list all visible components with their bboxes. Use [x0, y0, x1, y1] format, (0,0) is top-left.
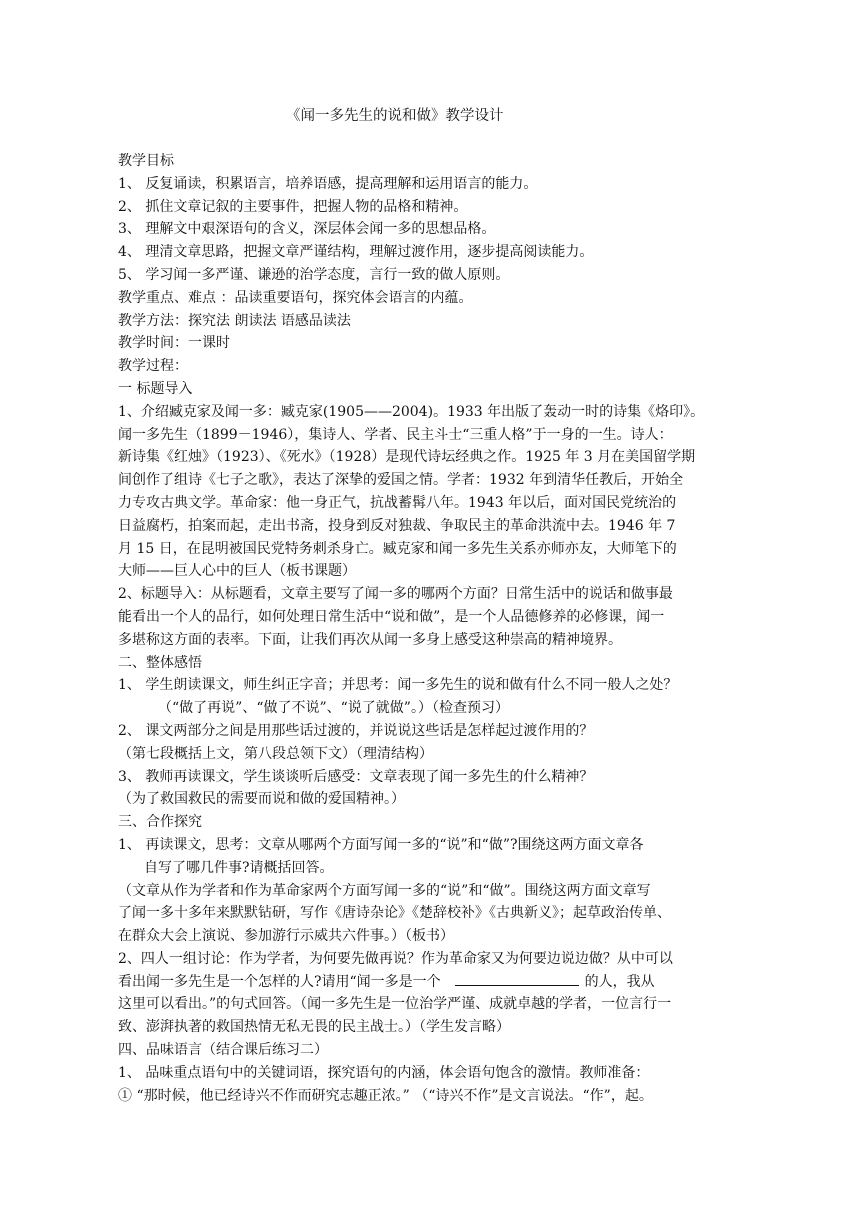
paragraph-line: 2、标题导入：从标题看，文章主要写了闻一多的哪两个方面？日常生活中的说话和做事最 — [118, 586, 673, 603]
section-heading: 教学过程： — [118, 358, 188, 375]
paragraph-line: 大师——巨人心中的巨人（板书课题） — [118, 563, 356, 580]
question-line: 1、 学生朗读课文，师生纠正字音；并思考：闻一多先生的说和做有什么不同一般人之处？ — [118, 677, 678, 694]
paragraph-line: 月 15 日，在昆明被国民党特务刺杀身亡。臧克家和闻一多先生关系亦师亦友，大师笔下的 — [118, 540, 677, 557]
answer-line: 在群众大会上演说、参加游行示威共六件事。）（板书） — [118, 928, 454, 945]
question-line: 1、 再读课文，思考：文章从哪两个方面写闻一多的“说”和“做”?围绕这两方面文章各 — [118, 836, 644, 853]
question-line: 自写了哪几件事?请概括回答。 — [144, 859, 334, 876]
answer-line: 了闻一多十多年来默默钻研，写作《唐诗杂论》《楚辞校补》《古典新义》；起草政治传单、 — [118, 905, 671, 922]
time-line: 教学时间：一课时 — [118, 335, 230, 352]
paragraph-line — [118, 971, 734, 994]
paragraph-line: 1、介绍臧克家及闻一多：臧克家(1905——2004)。1933 年出版了轰动一时的诗集《烙印》。 — [118, 403, 705, 420]
paragraph-line: 日益腐朽，拍案而起，走出书斋，投身到反对独裁、争取民主的革命洪流中去。1946 年 7 — [118, 517, 676, 534]
paragraph-line: 力专攻古典文学。革命家：他一身正气，抗战蓄髯八年。1943 年以后，面对国民党统治的 — [118, 494, 677, 511]
document-title: 《闻一多先生的说和做》教学设计 — [286, 108, 504, 124]
objective-line: 3、 理解文中艰深语句的含义，深层体会闻一多的思想品格。 — [118, 221, 496, 238]
sentence-fragment: 看出闻一多先生是一个怎样的人?请用“闻一多是一个 — [118, 973, 441, 990]
methods-line: 教学方法：探究法 朗读法 语感品读法 — [118, 312, 351, 329]
answer-line: （第七段概括上文，第八段总领下文）（理清结构） — [118, 745, 433, 762]
paragraph-line: 新诗集《红烛》（1923）、《死水》（1928）是现代诗坛经典之作。1925 年 3 月在美国留学期 — [118, 449, 696, 466]
paragraph-line: ① “那时候，他已经诗兴不作而研究志趣正浓。” （“诗兴不作”是文言说法。“作”，起。 — [118, 1087, 653, 1104]
fill-in-blank — [455, 971, 579, 986]
question-line: 3、 教师再读课文，学生谈谈听后感受：文章表现了闻一多先生的什么精神？ — [118, 768, 594, 785]
question-line: 2、 课文两部分之间是用那些话过渡的，并说说这些话是怎样起过渡作用的？ — [118, 722, 594, 739]
paragraph-line: 2、四人一组讨论：作为学者，为何要先做再说？作为革命家又为何要边说边做？从中可以 — [118, 950, 673, 967]
answer-line: （文章从作为学者和作为革命家两个方面写闻一多的“说”和“做”。围绕这两方面文章写 — [118, 882, 651, 899]
paragraph-line: 闻一多先生（1899－1946），集诗人、学者、民主斗士“三重人格”于一身的一生。诗人： — [118, 426, 673, 443]
document-body — [118, 150, 734, 1107]
section-heading: 三、合作探究 — [118, 814, 202, 831]
section-heading: 四、品味语言（结合课后练习二） — [118, 1042, 328, 1059]
key-points-line: 教学重点、难点 ：品读重要语句，探究体会语言的内蕴。 — [118, 289, 473, 306]
objective-line: 5、 学习闻一多严谨、谦逊的治学态度，言行一致的做人原则。 — [118, 266, 510, 283]
section-heading: 二、整体感悟 — [118, 654, 202, 671]
section-heading: 教学目标 — [118, 153, 174, 169]
answer-line: （为了救国救民的需要而说和做的爱国精神。） — [118, 791, 405, 808]
paragraph-line: 多堪称这方面的表率。下面，让我们再次从闻一多身上感受这种崇高的精神境界。 — [118, 631, 622, 648]
paragraph-line: 这里可以看出。”的句式回答。（闻一多先生是一位治学严谨、成就卓越的学者，一位言行一 — [118, 996, 672, 1013]
answer-line: （“做了再说”、“做了不说”、“说了就做”。）（检查预习） — [158, 700, 509, 717]
section-heading: 一 标题导入 — [118, 380, 193, 397]
paragraph-line: 致、澎湃执著的救国热情无私无畏的民主战士。）（学生发言略） — [118, 1019, 510, 1036]
objective-line: 2、 抓住文章记叙的主要事件，把握人物的品格和精神。 — [118, 198, 468, 215]
objective-line: 1、 反复诵读，积累语言，培养语感，提高理解和运用语言的能力。 — [118, 175, 538, 192]
paragraph-line: 1、 品味重点语句中的关键词语，探究语句的内涵，体会语句饱含的激情。教师准备： — [118, 1064, 650, 1081]
paragraph-line: 能看出一个人的品行，如何处理日常生活中“说和做”，是一个人品德修养的必修课，闻一 — [118, 608, 665, 625]
paragraph-line: 间创作了组诗《七子之歌》，表达了深挚的爱国之情。学者：1932 年到清华任教后，开始全 — [118, 472, 684, 489]
objective-line: 4、 理清文章思路，把握文章严谨结构，理解过渡作用，逐步提高阅读能力。 — [118, 244, 594, 261]
sentence-fragment: 的人，我从 — [584, 973, 655, 990]
